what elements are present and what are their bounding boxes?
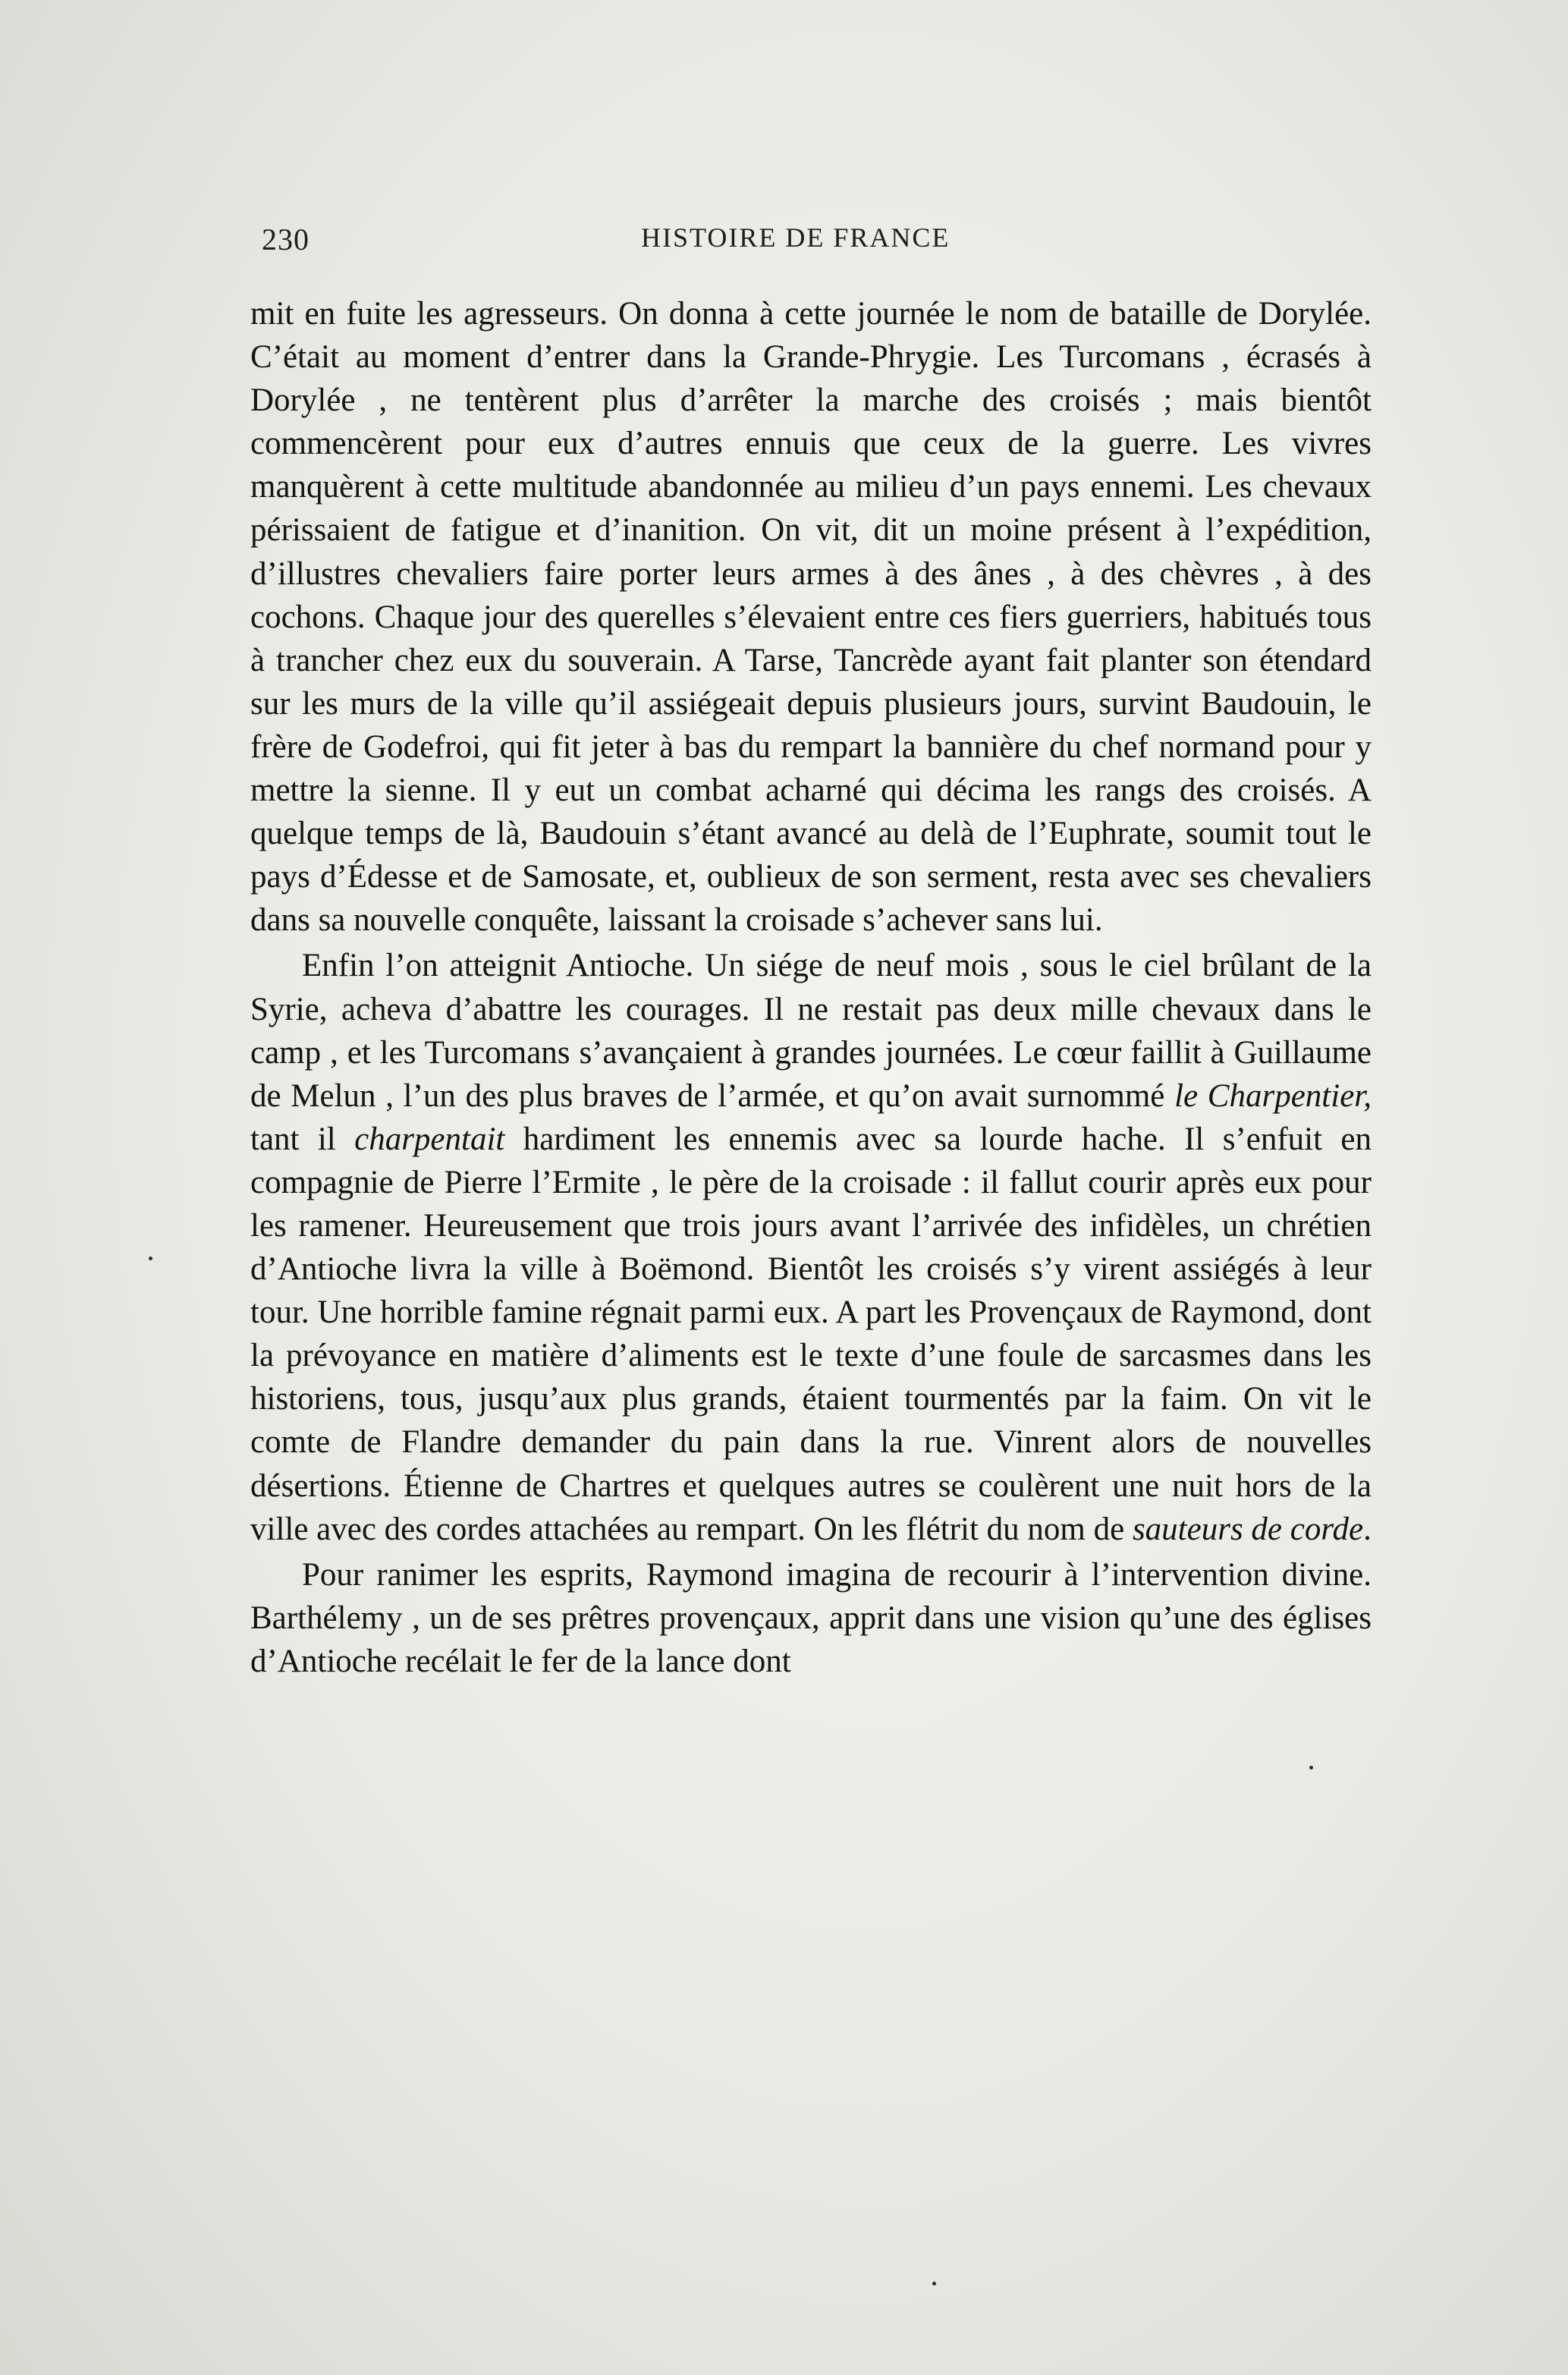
italic-le-charpentier: le Charpentier,	[1174, 1077, 1372, 1114]
paragraph-3	[250, 1553, 1372, 1683]
italic-sauteurs-de-corde: sauteurs de corde	[1132, 1511, 1364, 1547]
paragraph-1	[250, 292, 1372, 942]
paragraph-3-text: Pour ranimer les esprits, Raymond imagina de recourir à l’intervention divine. Barthélemy , un de ses prêtres provençaux, apprit dans une vision qu’une des églises d’Antioche recélait le fer de la lance dont	[250, 1556, 1372, 1679]
italic-charpentait: charpentait	[354, 1121, 505, 1157]
paper-speck	[1309, 1766, 1313, 1769]
page-number: 230	[262, 222, 310, 256]
paper-speck	[932, 2282, 936, 2285]
paragraph-1-text: mit en fuite les agresseurs. On donna à cette journée le nom de bataille de Dorylée. C’était au moment d’entrer dans la Grande-Phrygie. Les Turcomans , écrasés à Dorylée , ne tentèrent plus d’arrêter la marche des croisés ; mais bientôt commencèrent pour eux d’autres ennuis que ceux de la guerre. Les vivres manquèrent à cette multitude abandonnée au milieu d’un pays ennemi. Les chevaux périssaient de fatigue et d’inanition. On vit, dit un moine présent à l’expédition, d’illustres chevaliers faire porter leurs armes à des ânes , à des chèvres , à des cochons. Chaque jour des querelles s’élevaient entre ces fiers guerriers, habitués tous à trancher chez eux du souverain. A Tarse, Tancrède ayant fait planter son étendard sur les murs de la ville qu’il assiégeait depuis plusieurs jours, survint Baudouin, le frère de Godefroi, qui fit jeter à bas du rempart la bannière du chef normand pour y mettre la sienne. Il y eut un combat acharné qui décima les rangs des croisés. A quelque temps de là, Baudouin s’étant avancé au delà de l’Euphrate, soumit tout le pays d’Édesse et de Samosate, et, oublieux de son serment, resta avec ses chevaliers dans sa nouvelle conquête, laissant la croisade s’achever sans lui.	[250, 296, 1372, 939]
running-title: HISTOIRE DE FRANCE	[641, 222, 951, 253]
paragraph-2-text-b: tant il	[250, 1121, 355, 1157]
paragraph-2-text-a: Enfin l’on atteignit Antioche. Un siége de neuf mois , sous le ciel brûlant de la Syrie, acheva d’abattre les courages. Il ne restait pas deux mille chevaux dans le camp , et les Turcomans s’avançaient à grandes journées. Le cœur faillit à Guillaume de Melun , l’un des plus braves de l’armée, et qu’on avait surnommé	[250, 948, 1372, 1114]
paper-speck	[149, 1257, 152, 1260]
page-header	[262, 222, 1369, 264]
paragraph-2-text-c: hardiment les ennemis avec sa lourde hache. Il s’enfuit en compagnie de Pierre l’Ermite , le père de la croisade : il fallut courir après eux pour les ramener. Heureusement que trois jours avant l’arrivée des infidèles, un chrétien d’Antioche livra la ville à Boëmond. Bientôt les croisés s’y virent assiégés à leur tour. Une horrible famine régnait parmi eux. A part les Provençaux de Raymond, dont la prévoyance en matière d’aliments est le texte d’une foule de sarcasmes dans les historiens, tous, jusqu’aux plus grands, étaient tourmentés par la faim. On vit le comte de Flandre demander du pain dans la rue. Vinrent alors de nouvelles désertions. Étienne de Chartres et quelques autres se coulèrent une nuit hors de la ville avec des cordes attachées au rempart. On les flétrit du nom de	[250, 1121, 1372, 1547]
paragraph-2-text-d: .	[1363, 1511, 1372, 1547]
paragraph-2	[250, 944, 1372, 1550]
body-text	[250, 292, 1372, 1683]
